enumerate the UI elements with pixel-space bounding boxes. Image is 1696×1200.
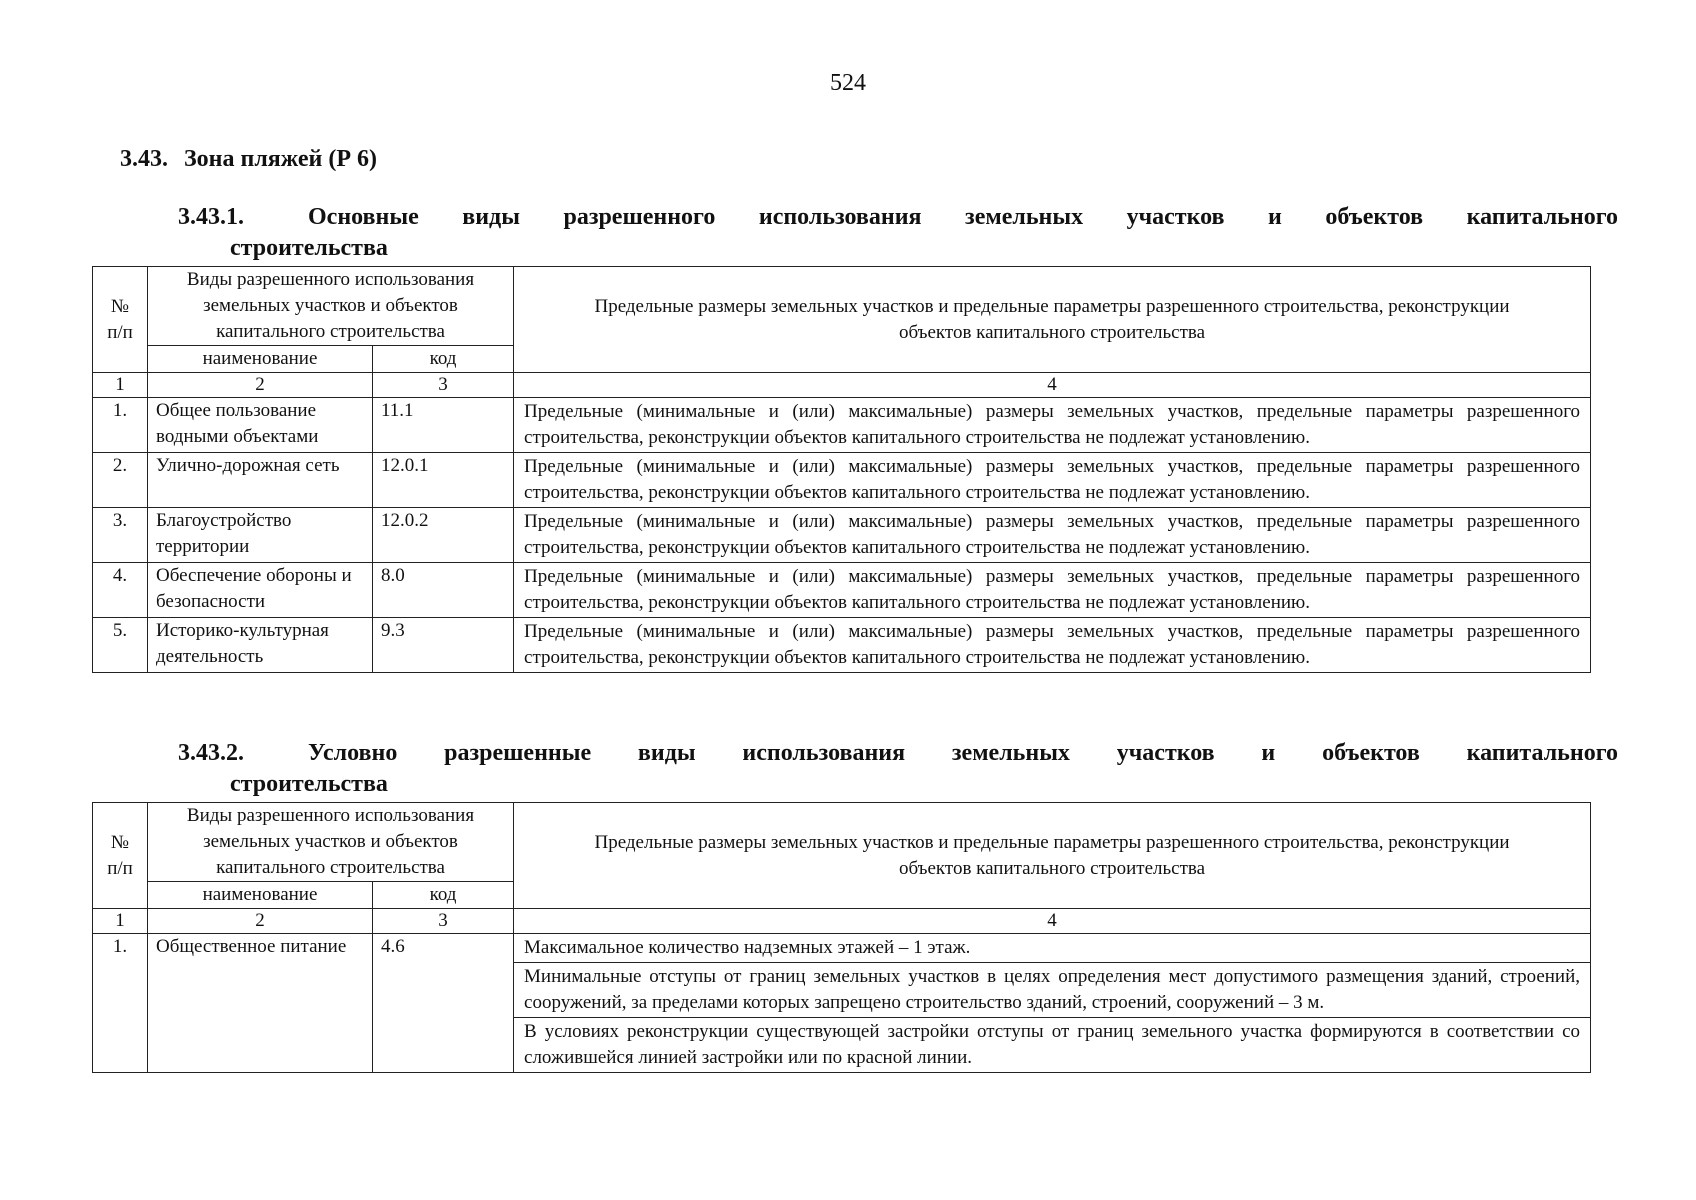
row-number: 3. xyxy=(93,508,148,563)
conditional-uses-table xyxy=(92,802,1591,1073)
row-name: Обеспечение обороны и безопасности xyxy=(148,563,373,618)
row-number: 1. xyxy=(93,934,148,1073)
table-header-row xyxy=(93,267,1591,346)
row-code: 8.0 xyxy=(373,563,514,618)
header-code: код xyxy=(373,346,514,373)
col-number: 2 xyxy=(148,373,373,398)
subsection-number: 3.43.1. xyxy=(178,204,244,230)
header-types: Виды разрешенного использования земельных участков и объектов капитального строительства xyxy=(148,803,514,882)
subsection-title-line2: строительства xyxy=(230,235,388,261)
column-numbers-row xyxy=(93,373,1591,398)
row-description: Предельные (минимальные и (или) максимальные) размеры земельных участков, предельные параметры разрешенного строительства, реконструкции объектов капитального строительства не подлежат установлению. xyxy=(514,398,1591,453)
header-name: наименование xyxy=(148,882,373,909)
header-name: наименование xyxy=(148,346,373,373)
col-number: 1 xyxy=(93,373,148,398)
row-code: 4.6 xyxy=(373,934,514,1073)
header-num: № п/п xyxy=(93,267,148,373)
row-name: Благоустройство территории xyxy=(148,508,373,563)
col-number: 4 xyxy=(514,909,1591,934)
col-number: 4 xyxy=(514,373,1591,398)
section-number: 3.43. xyxy=(120,146,168,172)
row-code: 11.1 xyxy=(373,398,514,453)
row-description: Предельные (минимальные и (или) максимальные) размеры земельных участков, предельные параметры разрешенного строительства, реконструкции объектов капитального строительства не подлежат установлению. xyxy=(514,453,1591,508)
row-name: Общественное питание xyxy=(148,934,373,1073)
subsection-heading-line1 xyxy=(178,202,1618,233)
row-description: Предельные (минимальные и (или) максимальные) размеры земельных участков, предельные параметры разрешенного строительства, реконструкции объектов капитального строительства не подлежат установлению. xyxy=(514,618,1591,673)
subsection-heading-line1 xyxy=(178,738,1618,769)
subsection-heading-2 xyxy=(178,738,1618,800)
row-description: Предельные (минимальные и (или) максимальные) размеры земельных участков, предельные параметры разрешенного строительства, реконструкции объектов капитального строительства не подлежат установлению. xyxy=(514,508,1591,563)
table-row xyxy=(93,563,1591,618)
row-number: 5. xyxy=(93,618,148,673)
header-code: код xyxy=(373,882,514,909)
table-row xyxy=(93,453,1591,508)
row-name: Улично-дорожная сеть xyxy=(148,453,373,508)
subsection-number: 3.43.2. xyxy=(178,740,244,766)
column-numbers-row xyxy=(93,909,1591,934)
section-heading xyxy=(120,146,377,173)
header-limits: Предельные размеры земельных участков и предельные параметры разрешенного строительства, реконструкции объектов капитального строительства xyxy=(514,803,1591,909)
row-name: Историко-культурная деятельность xyxy=(148,618,373,673)
subsection-heading-1 xyxy=(178,202,1618,264)
col-number: 3 xyxy=(373,909,514,934)
row-description: Минимальные отступы от границ земельных участков в целях определения мест допустимого размещения зданий, строений, сооружений, за пределами которых запрещено строительство зданий, строений, сооружений – 3 м. xyxy=(514,963,1591,1018)
header-types: Виды разрешенного использования земельных участков и объектов капитального строительства xyxy=(148,267,514,346)
row-code: 12.0.2 xyxy=(373,508,514,563)
permitted-uses-table xyxy=(92,266,1591,673)
col-number: 1 xyxy=(93,909,148,934)
row-code: 9.3 xyxy=(373,618,514,673)
subsection-title: Условно разрешенные виды использования земельных участков и объектов капитального xyxy=(308,740,1618,766)
table-header-row xyxy=(93,803,1591,882)
row-description: В условиях реконструкции существующей застройки отступы от границ земельного участка формируются в соответствии со сложившейся линией застройки или по красной линии. xyxy=(514,1018,1591,1073)
row-number: 2. xyxy=(93,453,148,508)
section-title: Зона пляжей (Р 6) xyxy=(184,146,377,172)
page-number: 524 xyxy=(830,70,866,96)
row-number: 1. xyxy=(93,398,148,453)
row-description: Предельные (минимальные и (или) максимальные) размеры земельных участков, предельные параметры разрешенного строительства, реконструкции объектов капитального строительства не подлежат установлению. xyxy=(514,563,1591,618)
table-row xyxy=(93,618,1591,673)
subsection-title-line2: строительства xyxy=(230,771,388,797)
table-row xyxy=(93,508,1591,563)
header-limits: Предельные размеры земельных участков и предельные параметры разрешенного строительства, реконструкции объектов капитального строительства xyxy=(514,267,1591,373)
header-num: № п/п xyxy=(93,803,148,909)
col-number: 2 xyxy=(148,909,373,934)
table-row xyxy=(93,398,1591,453)
row-name: Общее пользование водными объектами xyxy=(148,398,373,453)
table-row xyxy=(93,934,1591,963)
col-number: 3 xyxy=(373,373,514,398)
row-description: Максимальное количество надземных этажей – 1 этаж. xyxy=(514,934,1591,963)
subsection-title: Основные виды разрешенного использования земельных участков и объектов капитального xyxy=(308,204,1618,230)
row-code: 12.0.1 xyxy=(373,453,514,508)
row-number: 4. xyxy=(93,563,148,618)
